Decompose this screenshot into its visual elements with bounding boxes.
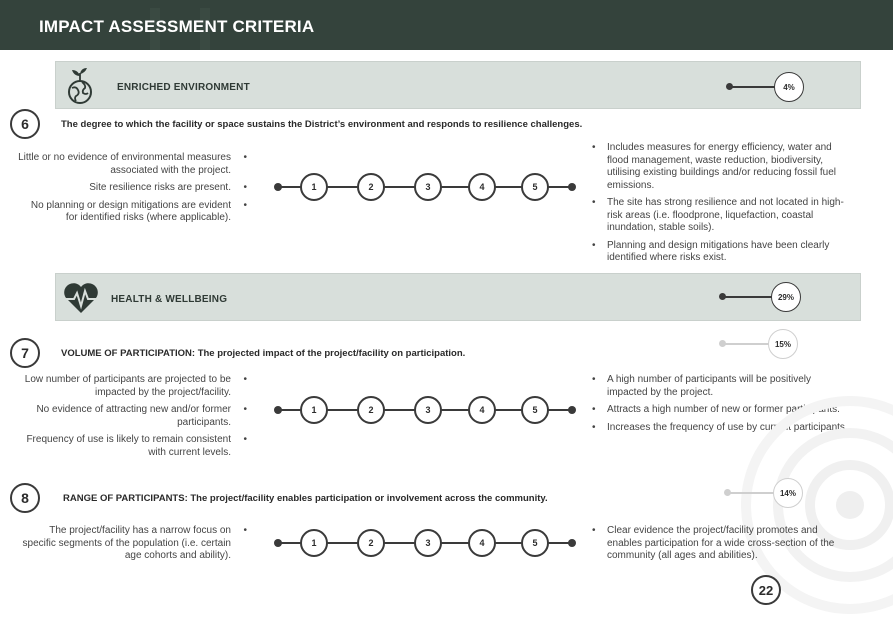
low-score-descriptors [17, 152, 247, 230]
scale-point-5[interactable]: 5 [521, 173, 549, 201]
scale-point-3[interactable]: 3 [414, 173, 442, 201]
scale-point-1[interactable]: 1 [300, 173, 328, 201]
descriptor-item: No planning or design mitigations are evident for identified risks (where applicable). • [17, 200, 247, 225]
criterion-weight-percent: 14% [773, 478, 803, 508]
scale-end-dot [568, 183, 576, 191]
low-score-descriptors [17, 525, 247, 568]
page-header [0, 0, 893, 50]
weight-indicator [726, 77, 806, 97]
criterion-number: 7 [10, 338, 40, 368]
scale-point-2[interactable]: 2 [357, 529, 385, 557]
heart-pulse-icon [62, 282, 100, 319]
scale-point-2[interactable]: 2 [357, 396, 385, 424]
scale-point-4[interactable]: 4 [468, 529, 496, 557]
descriptor-item: Low number of participants are projected to be impacted by the project/facility. • [17, 374, 247, 399]
descriptor-item: Little or no evidence of environmental measures associated with the project. • [17, 152, 247, 177]
scale-point-3[interactable]: 3 [414, 529, 442, 557]
criterion-weight-percent: 15% [768, 329, 798, 359]
score-scale [274, 172, 576, 202]
scale-point-1[interactable]: 1 [300, 529, 328, 557]
descriptor-item: • The site has strong resilience and not located in high-risk areas (i.e. floodprone, liquefaction, coastal inundation, stable soils). [592, 197, 854, 235]
descriptor-item: • Increases the frequency of use by current participants. [592, 422, 854, 435]
descriptor-item: • A high number of participants will be positively impacted by the project. [592, 374, 854, 399]
weight-percent: 29% [771, 282, 801, 312]
scale-end-dot [568, 539, 576, 547]
indicator-line [722, 343, 771, 345]
scale-point-4[interactable]: 4 [468, 173, 496, 201]
criterion-weight-indicator [724, 483, 804, 503]
page-title: IMPACT ASSESSMENT CRITERIA [39, 17, 315, 36]
low-score-descriptors [17, 374, 247, 464]
weight-percent: 4% [774, 72, 804, 102]
criterion-number: 8 [10, 483, 40, 513]
scale-point-5[interactable]: 5 [521, 529, 549, 557]
descriptor-item: The project/facility has a narrow focus on specific segments of the population (i.e. certain age cohorts and ability). • [17, 525, 247, 563]
section-band-enriched-environment [55, 61, 861, 109]
decorative-swirl-graphic [700, 395, 893, 619]
scale-point-2[interactable]: 2 [357, 173, 385, 201]
descriptor-item: • Attracts a high number of new or former participants. [592, 404, 854, 417]
scale-point-5[interactable]: 5 [521, 396, 549, 424]
section-label: HEALTH & WELLBEING [111, 294, 228, 305]
descriptor-item: Frequency of use is likely to remain consistent with current levels. • [17, 434, 247, 459]
criterion-title: RANGE OF PARTICIPANTS: The project/facility enables participation or involvement across the community. [63, 493, 548, 504]
descriptor-item: • Clear evidence the project/facility promotes and enables participation for a wide cross-section of the community (all ages and abilities). [592, 525, 854, 563]
scale-point-3[interactable]: 3 [414, 396, 442, 424]
descriptor-item: • Includes measures for energy efficiency, water and flood management, waste reduction, biodiversity, utilising existing buildings and/or reducing fossil fuel emissions. [592, 142, 854, 192]
globe-plant-icon [64, 66, 96, 111]
criterion-weight-indicator [719, 334, 799, 354]
indicator-line [727, 492, 776, 494]
descriptor-item: • Planning and design mitigations have been clearly identified where risks exist. [592, 240, 854, 265]
scale-end-dot [274, 406, 282, 414]
descriptor-item: No evidence of attracting new and/or former participants. • [17, 404, 247, 429]
scale-end-dot [274, 539, 282, 547]
high-score-descriptors [592, 525, 854, 568]
high-score-descriptors [592, 142, 854, 270]
criterion-title: VOLUME OF PARTICIPATION: The projected impact of the project/facility on participation. [61, 348, 466, 359]
section-label: ENRICHED ENVIRONMENT [117, 82, 250, 93]
scale-end-dot [274, 183, 282, 191]
scale-point-1[interactable]: 1 [300, 396, 328, 424]
scale-end-dot [568, 406, 576, 414]
score-scale [274, 528, 576, 558]
indicator-line [722, 296, 774, 298]
criterion-number: 6 [10, 109, 40, 139]
page-number: 22 [751, 575, 781, 605]
criterion-title: The degree to which the facility or space sustains the District’s environment and responds to resilience challenges. [61, 119, 583, 130]
score-scale [274, 395, 576, 425]
indicator-line [729, 86, 777, 88]
weight-indicator [719, 287, 801, 307]
scale-point-4[interactable]: 4 [468, 396, 496, 424]
section-band-health-wellbeing [55, 273, 861, 321]
descriptor-item: Site resilience risks are present. • [17, 182, 247, 195]
